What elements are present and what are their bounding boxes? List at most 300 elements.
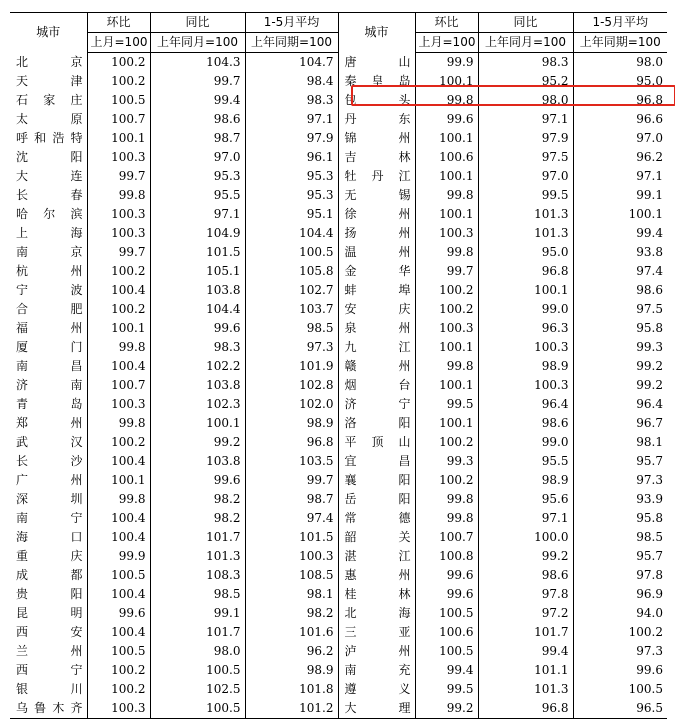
left-city-name: 北京 [10, 53, 87, 73]
right-avg-value: 97.3 [636, 644, 663, 658]
left-mom-value: 100.2 [87, 262, 150, 281]
price-index-table-container [10, 12, 667, 719]
right-avg-value: 97.8 [636, 568, 663, 582]
right-city-name: 秦皇岛 [338, 72, 415, 91]
right-yoy-value: 100.0 [478, 528, 573, 547]
left-mom-value: 100.3 [87, 395, 150, 414]
left-city-name: 银川 [10, 680, 87, 699]
right-city-name: 济宁 [338, 395, 415, 414]
left-yoy-value: 95.3 [150, 167, 245, 186]
right-city-name: 遵义 [338, 680, 415, 699]
right-yoy-value: 98.0 [478, 91, 573, 110]
table-row [10, 642, 667, 661]
right-city-name: 泉州 [338, 319, 415, 338]
left-yoy-value: 99.4 [150, 91, 245, 110]
left-avg-value: 95.1 [245, 205, 338, 224]
left-city-name: 海口 [10, 528, 87, 547]
left-city-name: 武汉 [10, 433, 87, 452]
header-avg-left: 1-5月平均 [245, 13, 338, 33]
left-mom-value: 100.1 [87, 471, 150, 490]
left-mom-value: 100.4 [87, 281, 150, 300]
left-yoy-value: 98.2 [150, 509, 245, 528]
right-city-name: 襄阳 [338, 471, 415, 490]
left-avg-value: 96.8 [245, 433, 338, 452]
right-mom-value: 100.1 [415, 129, 478, 148]
right-avg-value: 97.4 [636, 264, 663, 278]
right-mom-value: 100.2 [415, 471, 478, 490]
left-yoy-value: 100.1 [150, 414, 245, 433]
right-yoy-value: 99.0 [478, 300, 573, 319]
right-yoy-value: 96.8 [478, 262, 573, 281]
right-mom-value: 100.5 [415, 604, 478, 623]
left-yoy-value: 95.5 [150, 186, 245, 205]
right-city-name: 温州 [338, 243, 415, 262]
left-yoy-value: 97.1 [150, 205, 245, 224]
right-mom-value: 100.1 [415, 72, 478, 91]
left-yoy-value: 99.6 [150, 471, 245, 490]
right-yoy-value: 101.7 [478, 623, 573, 642]
right-mom-value: 100.1 [415, 414, 478, 433]
right-city-name: 蚌埠 [338, 281, 415, 300]
left-yoy-value: 98.6 [150, 110, 245, 129]
right-avg-value: 95.7 [636, 454, 663, 468]
right-yoy-value: 96.3 [478, 319, 573, 338]
left-avg-value: 98.1 [245, 585, 338, 604]
right-yoy-value: 95.5 [478, 452, 573, 471]
right-mom-value: 100.7 [415, 528, 478, 547]
left-avg-value: 95.3 [245, 167, 338, 186]
left-city-name: 重庆 [10, 547, 87, 566]
left-city-name: 南宁 [10, 509, 87, 528]
right-avg-value: 95.8 [636, 511, 663, 525]
right-mom-value: 100.8 [415, 547, 478, 566]
right-city-name: 惠州 [338, 566, 415, 585]
right-yoy-value: 97.1 [478, 110, 573, 129]
left-mom-value: 100.3 [87, 148, 150, 167]
header-avg-base-left: 上年同期=100 [245, 33, 338, 53]
left-avg-value: 101.5 [245, 528, 338, 547]
right-yoy-value: 98.6 [478, 414, 573, 433]
right-avg-value: 96.9 [636, 587, 663, 601]
left-avg-value: 98.4 [245, 72, 338, 91]
left-mom-value: 99.7 [87, 167, 150, 186]
left-mom-value: 100.2 [87, 661, 150, 680]
table-row [10, 680, 667, 699]
right-avg-value: 99.6 [636, 663, 663, 677]
right-avg-value: 99.2 [636, 378, 663, 392]
left-city-name: 深圳 [10, 490, 87, 509]
right-mom-value: 99.8 [415, 91, 478, 110]
right-city-name: 泸州 [338, 642, 415, 661]
left-city-name: 长沙 [10, 452, 87, 471]
right-avg-value: 98.1 [636, 435, 663, 449]
table-row [10, 357, 667, 376]
left-avg-value: 96.1 [245, 148, 338, 167]
left-mom-value: 100.3 [87, 224, 150, 243]
left-city-name: 乌鲁木齐 [10, 699, 87, 719]
left-yoy-value: 97.0 [150, 148, 245, 167]
left-mom-value: 100.2 [87, 680, 150, 699]
left-city-name: 成都 [10, 566, 87, 585]
left-city-name: 济南 [10, 376, 87, 395]
right-avg-value: 100.5 [628, 682, 663, 696]
right-yoy-value: 97.8 [478, 585, 573, 604]
table-row [10, 585, 667, 604]
left-avg-value: 108.5 [245, 566, 338, 585]
left-yoy-value: 98.7 [150, 129, 245, 148]
left-mom-value: 100.4 [87, 452, 150, 471]
table-row [10, 91, 667, 110]
right-avg-value: 97.0 [636, 131, 663, 145]
left-yoy-value: 104.9 [150, 224, 245, 243]
table-row [10, 376, 667, 395]
right-yoy-value: 100.1 [478, 281, 573, 300]
table-row [10, 262, 667, 281]
left-yoy-value: 102.5 [150, 680, 245, 699]
right-avg-value: 97.3 [636, 473, 663, 487]
left-city-name: 合肥 [10, 300, 87, 319]
right-city-name: 唐山 [338, 53, 415, 73]
right-avg-value: 98.5 [636, 530, 663, 544]
right-yoy-value: 98.6 [478, 566, 573, 585]
left-yoy-value: 99.7 [150, 72, 245, 91]
left-avg-value: 98.9 [245, 661, 338, 680]
table-row [10, 281, 667, 300]
header-avg-base-right: 上年同期=100 [573, 33, 667, 53]
right-yoy-value: 97.5 [478, 148, 573, 167]
right-yoy-value: 99.5 [478, 186, 573, 205]
left-mom-value: 100.3 [87, 699, 150, 719]
right-city-name: 桂林 [338, 585, 415, 604]
right-avg-value: 98.6 [636, 283, 663, 297]
right-city-name: 金华 [338, 262, 415, 281]
left-yoy-value: 103.8 [150, 452, 245, 471]
left-city-name: 郑州 [10, 414, 87, 433]
left-city-name: 西宁 [10, 661, 87, 680]
left-mom-value: 100.1 [87, 129, 150, 148]
right-avg-value: 94.0 [636, 606, 663, 620]
right-mom-value: 100.1 [415, 167, 478, 186]
table-row [10, 300, 667, 319]
right-city-name: 吉林 [338, 148, 415, 167]
left-avg-value: 100.5 [245, 243, 338, 262]
right-avg-value: 100.1 [628, 207, 663, 221]
left-avg-value: 104.7 [245, 53, 338, 73]
right-city-name: 丹东 [338, 110, 415, 129]
left-avg-value: 98.9 [245, 414, 338, 433]
table-row [10, 699, 667, 719]
left-city-name: 长春 [10, 186, 87, 205]
right-mom-value: 100.3 [415, 224, 478, 243]
header-city-right: 城市 [338, 13, 415, 53]
table-row [10, 395, 667, 414]
left-city-name: 宁波 [10, 281, 87, 300]
table-row [10, 53, 667, 73]
right-avg-value: 99.4 [636, 226, 663, 240]
right-avg-value: 93.9 [636, 492, 663, 506]
right-yoy-value: 101.3 [478, 205, 573, 224]
right-city-name: 平顶山 [338, 433, 415, 452]
left-mom-value: 100.4 [87, 623, 150, 642]
right-city-name: 扬州 [338, 224, 415, 243]
right-avg-value: 93.8 [636, 245, 663, 259]
right-mom-value: 100.6 [415, 623, 478, 642]
right-avg-value: 95.8 [636, 321, 663, 335]
right-avg-value: 96.4 [636, 397, 663, 411]
table-body [10, 53, 667, 719]
right-yoy-value: 97.2 [478, 604, 573, 623]
right-avg-value: 100.2 [628, 625, 663, 639]
left-mom-value: 100.7 [87, 110, 150, 129]
right-city-name: 北海 [338, 604, 415, 623]
left-mom-value: 100.2 [87, 300, 150, 319]
table-row [10, 338, 667, 357]
left-mom-value: 99.8 [87, 338, 150, 357]
table-row [10, 110, 667, 129]
left-city-name: 南京 [10, 243, 87, 262]
left-avg-value: 95.3 [245, 186, 338, 205]
left-yoy-value: 101.5 [150, 243, 245, 262]
right-mom-value: 99.3 [415, 452, 478, 471]
left-yoy-value: 103.8 [150, 281, 245, 300]
right-mom-value: 99.6 [415, 110, 478, 129]
right-city-name: 牡丹江 [338, 167, 415, 186]
table-row [10, 661, 667, 680]
right-yoy-value: 99.0 [478, 433, 573, 452]
left-yoy-value: 102.2 [150, 357, 245, 376]
right-yoy-value: 95.6 [478, 490, 573, 509]
left-avg-value: 103.5 [245, 452, 338, 471]
left-city-name: 兰州 [10, 642, 87, 661]
left-city-name: 大连 [10, 167, 87, 186]
right-avg-value: 99.2 [636, 359, 663, 373]
left-city-name: 福州 [10, 319, 87, 338]
left-city-name: 昆明 [10, 604, 87, 623]
left-city-name: 沈阳 [10, 148, 87, 167]
table-row [10, 167, 667, 186]
right-avg-value: 95.7 [636, 549, 663, 563]
header-yoy-base-right: 上年同月=100 [478, 33, 573, 53]
left-avg-value: 97.3 [245, 338, 338, 357]
right-yoy-value: 99.4 [478, 642, 573, 661]
left-yoy-value: 104.4 [150, 300, 245, 319]
right-mom-value: 100.2 [415, 281, 478, 300]
left-mom-value: 100.4 [87, 528, 150, 547]
right-yoy-value: 97.9 [478, 129, 573, 148]
right-city-name: 烟台 [338, 376, 415, 395]
right-mom-value: 99.6 [415, 566, 478, 585]
left-mom-value: 99.7 [87, 243, 150, 262]
table-row [10, 490, 667, 509]
header-avg-right: 1-5月平均 [573, 13, 667, 33]
left-yoy-value: 101.7 [150, 623, 245, 642]
left-city-name: 广州 [10, 471, 87, 490]
right-yoy-value: 101.3 [478, 680, 573, 699]
left-mom-value: 100.1 [87, 319, 150, 338]
table-row [10, 623, 667, 642]
right-yoy-value: 97.0 [478, 167, 573, 186]
right-city-name: 大理 [338, 699, 415, 719]
right-avg-value: 96.5 [573, 699, 667, 719]
right-avg-value: 97.5 [636, 302, 663, 316]
left-avg-value: 101.9 [245, 357, 338, 376]
right-mom-value: 99.6 [415, 585, 478, 604]
left-avg-value: 101.2 [245, 699, 338, 719]
table-row [10, 414, 667, 433]
left-mom-value: 99.6 [87, 604, 150, 623]
left-yoy-value: 98.0 [150, 642, 245, 661]
header-yoy-left: 同比 [150, 13, 245, 33]
right-mom-value: 99.8 [415, 243, 478, 262]
left-city-name: 哈尔滨 [10, 205, 87, 224]
table-row [10, 224, 667, 243]
right-city-name: 包头 [338, 91, 415, 110]
left-yoy-value: 108.3 [150, 566, 245, 585]
right-yoy-value: 98.9 [478, 471, 573, 490]
right-city-name: 湛江 [338, 547, 415, 566]
left-avg-value: 103.7 [245, 300, 338, 319]
right-mom-value: 100.1 [415, 338, 478, 357]
left-mom-value: 100.5 [87, 91, 150, 110]
right-city-name: 锦州 [338, 129, 415, 148]
right-mom-value: 100.6 [415, 148, 478, 167]
right-avg-value: 98.0 [636, 55, 663, 69]
table-row [10, 243, 667, 262]
table-row [10, 528, 667, 547]
left-avg-value: 102.0 [245, 395, 338, 414]
left-avg-value: 98.5 [245, 319, 338, 338]
left-avg-value: 102.7 [245, 281, 338, 300]
left-avg-value: 105.8 [245, 262, 338, 281]
right-mom-value: 99.5 [415, 680, 478, 699]
left-mom-value: 99.8 [87, 490, 150, 509]
right-mom-value: 100.5 [415, 642, 478, 661]
right-yoy-value: 100.3 [478, 338, 573, 357]
right-city-name: 安庆 [338, 300, 415, 319]
left-avg-value: 98.3 [245, 91, 338, 110]
left-mom-value: 100.5 [87, 566, 150, 585]
right-mom-value: 100.2 [415, 300, 478, 319]
left-yoy-value: 98.2 [150, 490, 245, 509]
right-city-name: 三亚 [338, 623, 415, 642]
right-avg-value: 96.6 [636, 112, 663, 126]
right-yoy-value: 98.9 [478, 357, 573, 376]
left-mom-value: 100.4 [87, 585, 150, 604]
right-yoy-value: 95.2 [478, 72, 573, 91]
left-mom-value: 100.4 [87, 357, 150, 376]
left-city-name: 贵阳 [10, 585, 87, 604]
header-yoy-base-left: 上年同月=100 [150, 33, 245, 53]
right-city-name: 韶关 [338, 528, 415, 547]
right-mom-value: 100.2 [415, 433, 478, 452]
header-mom-left: 环比 [87, 13, 150, 33]
table-row [10, 319, 667, 338]
table-row [10, 186, 667, 205]
right-mom-value: 99.8 [415, 186, 478, 205]
left-yoy-value: 100.5 [150, 699, 245, 719]
header-mom-base-right: 上月=100 [415, 33, 478, 53]
left-yoy-value: 103.8 [150, 376, 245, 395]
right-city-name: 南充 [338, 661, 415, 680]
left-mom-value: 100.5 [87, 642, 150, 661]
table-row [10, 452, 667, 471]
left-avg-value: 96.2 [245, 642, 338, 661]
table-row [10, 509, 667, 528]
right-city-name: 岳阳 [338, 490, 415, 509]
left-avg-value: 97.4 [245, 509, 338, 528]
right-yoy-value: 101.3 [478, 224, 573, 243]
right-yoy-value: 96.4 [478, 395, 573, 414]
left-yoy-value: 99.1 [150, 604, 245, 623]
right-avg-value: 97.1 [636, 169, 663, 183]
left-mom-value: 100.7 [87, 376, 150, 395]
header-yoy-right: 同比 [478, 13, 573, 33]
left-mom-value: 100.2 [87, 72, 150, 91]
right-yoy-value: 95.0 [478, 243, 573, 262]
right-mom-value: 100.1 [415, 376, 478, 395]
left-city-name: 上海 [10, 224, 87, 243]
right-city-name: 宜昌 [338, 452, 415, 471]
left-mom-value: 100.2 [87, 433, 150, 452]
table-row [10, 129, 667, 148]
left-yoy-value: 98.3 [150, 338, 245, 357]
right-mom-value: 99.4 [415, 661, 478, 680]
left-yoy-value: 98.5 [150, 585, 245, 604]
header-mom-right: 环比 [415, 13, 478, 33]
right-mom-value: 100.3 [415, 319, 478, 338]
left-avg-value: 102.8 [245, 376, 338, 395]
table-row [10, 471, 667, 490]
right-city-name: 九江 [338, 338, 415, 357]
right-yoy-value: 96.8 [478, 699, 573, 719]
header-city-left: 城市 [10, 13, 87, 53]
left-yoy-value: 102.3 [150, 395, 245, 414]
right-mom-value: 99.8 [415, 509, 478, 528]
left-city-name: 厦门 [10, 338, 87, 357]
table-row [10, 72, 667, 91]
table-header [10, 13, 667, 53]
left-avg-value: 97.9 [245, 129, 338, 148]
right-yoy-value: 97.1 [478, 509, 573, 528]
left-avg-value: 101.6 [245, 623, 338, 642]
right-city-name: 无锡 [338, 186, 415, 205]
left-mom-value: 100.3 [87, 205, 150, 224]
right-mom-value: 99.7 [415, 262, 478, 281]
left-avg-value: 99.7 [245, 471, 338, 490]
left-mom-value: 99.8 [87, 186, 150, 205]
left-yoy-value: 101.3 [150, 547, 245, 566]
left-city-name: 呼和浩特 [10, 129, 87, 148]
left-mom-value: 99.9 [87, 547, 150, 566]
left-yoy-value: 101.7 [150, 528, 245, 547]
left-avg-value: 101.8 [245, 680, 338, 699]
right-yoy-value: 99.2 [478, 547, 573, 566]
left-avg-value: 97.1 [245, 110, 338, 129]
right-city-name: 洛阳 [338, 414, 415, 433]
table-row [10, 205, 667, 224]
right-avg-value: 96.8 [636, 93, 663, 107]
left-city-name: 石家庄 [10, 91, 87, 110]
right-mom-value: 99.9 [415, 53, 478, 73]
right-mom-value: 99.8 [415, 490, 478, 509]
right-avg-value: 95.0 [636, 74, 663, 88]
left-mom-value: 100.2 [87, 53, 150, 73]
left-mom-value: 100.4 [87, 509, 150, 528]
right-mom-value: 100.1 [415, 205, 478, 224]
table-row [10, 547, 667, 566]
table-row [10, 433, 667, 452]
right-mom-value: 99.5 [415, 395, 478, 414]
